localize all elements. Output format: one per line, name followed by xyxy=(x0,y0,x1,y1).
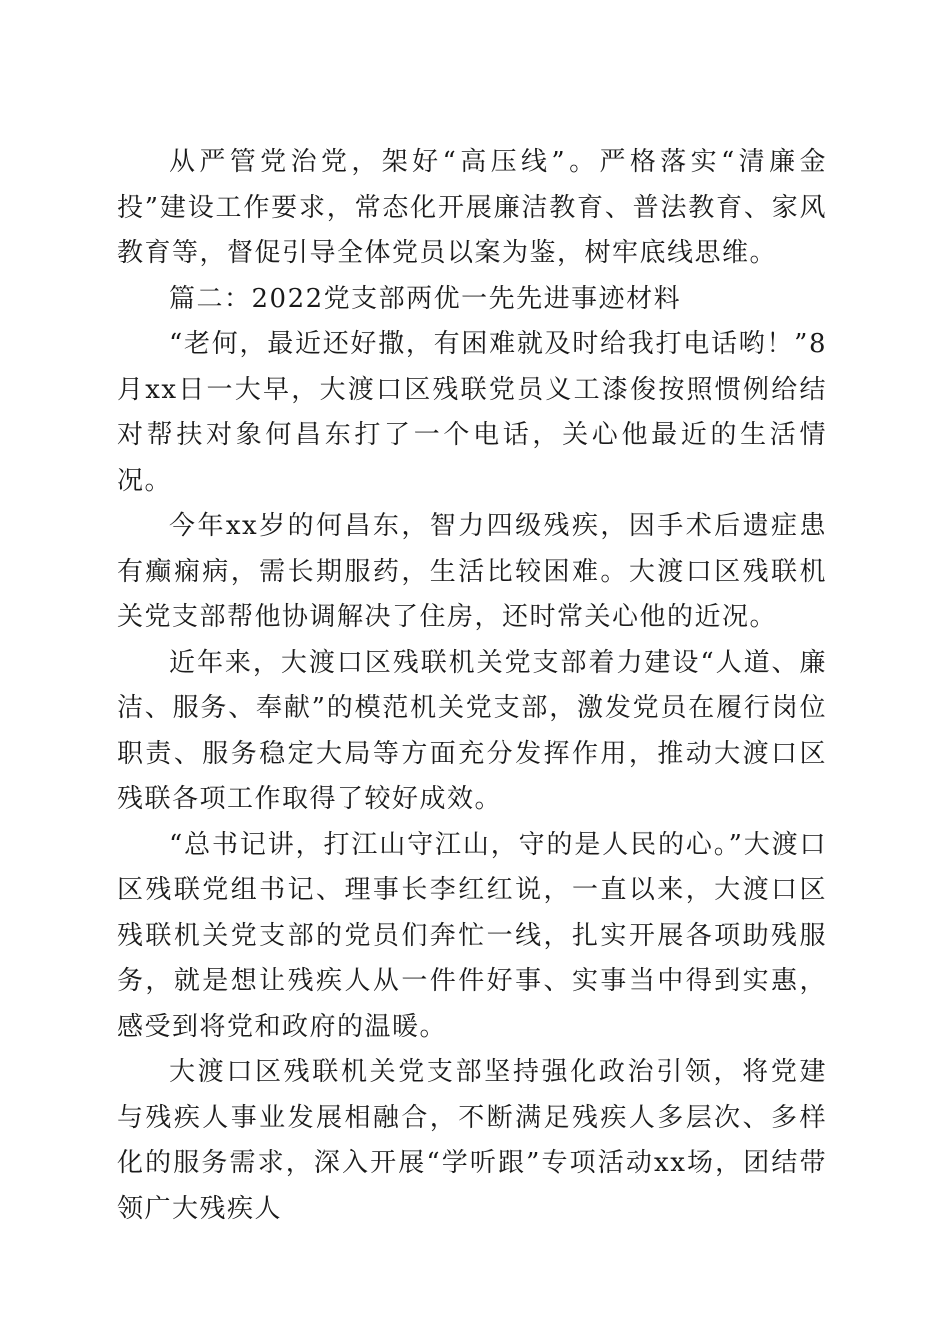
paragraph-phone-call-quote: “老何，最近还好撒，有困难就及时给我打电话哟！”8月xx日一大早，大渡口区残联党员义工漆俊按照惯例给结对帮扶对象何昌东打了一个电话，关心他最近的生活情况。 xyxy=(117,329,827,496)
paragraph-model-party-branch: 近年来，大渡口区残联机关党支部着力建设“人道、廉洁、服务、奉献”的模范机关党支部，激发党员在履行岗位职责、服务稳定大局等方面充分发挥作用，推动大渡口区残联各项工作取得了较好成效。 xyxy=(117,647,827,814)
paragraph-political-guidance: 大渡口区残联机关党支部坚持强化政治引领，将党建与残疾人事业发展相融合，不断满足残疾人多层次、多样化的服务需求，深入开展“学听跟”专项活动xx场，团结带领广大残疾人 xyxy=(117,1057,827,1224)
paragraph-strict-party-governance: 从严管党治党，架好“高压线”。严格落实“清廉金投”建设工作要求，常态化开展廉洁教育、普法教育、家风教育等，督促引导全体党员以案为鉴，树牢底线思维。 xyxy=(117,147,827,268)
paragraph-he-changdong-situation: 今年xx岁的何昌东，智力四级残疾，因手术后遗症患有癫痫病，需长期服药，生活比较困难。大渡口区残联机关党支部帮他协调解决了住房，还时常关心他的近况。 xyxy=(117,511,827,632)
paragraph-secretary-quote: “总书记讲，打江山守江山，守的是人民的心。”大渡口区残联党组书记、理事长李红红说，一直以来，大渡口区残联机关党支部的党员们奔忙一线，扎实开展各项助残服务，就是想让残疾人从一件件好事、实事当中得到实惠，感受到将党和政府的温暖。 xyxy=(117,829,827,1042)
document-body xyxy=(117,140,827,1232)
section-heading-part-two: 篇二：2022党支部两优一先先进事迹材料 xyxy=(169,283,682,314)
